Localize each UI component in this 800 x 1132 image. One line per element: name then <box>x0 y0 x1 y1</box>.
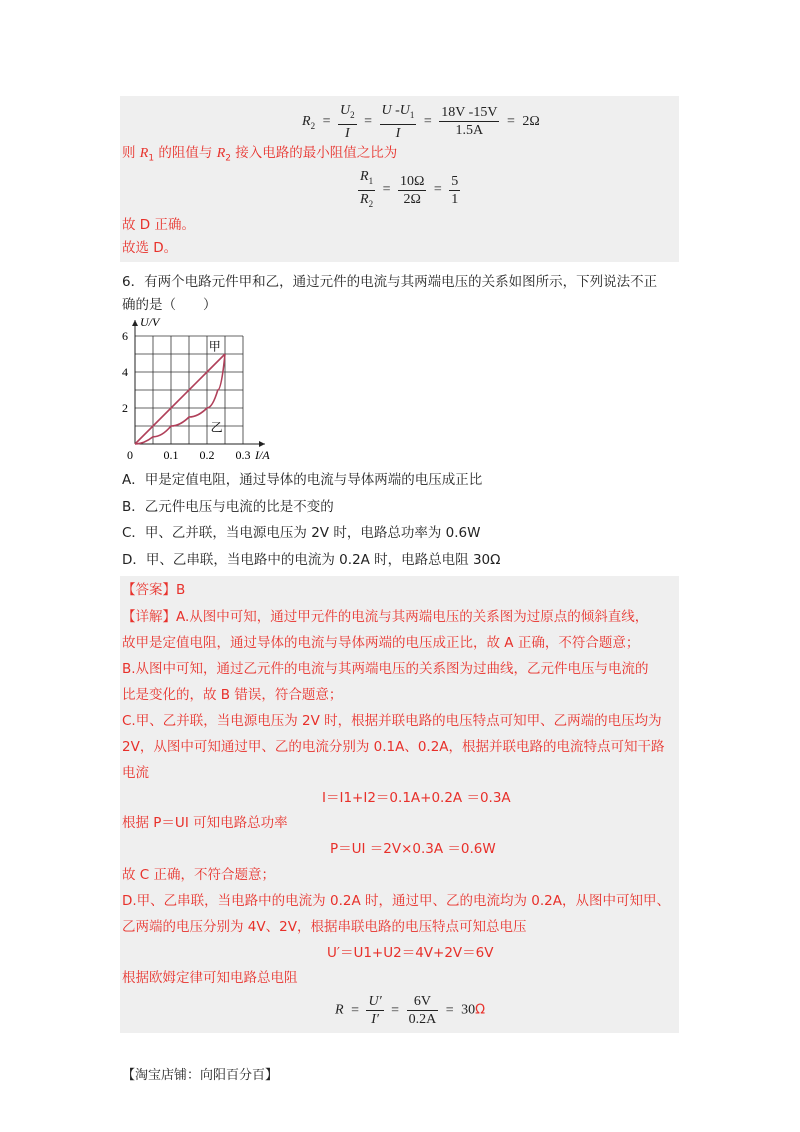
x-axis-arrow <box>259 441 265 447</box>
option-c: C．甲、乙并联，当电源电压为 2V 时，电路总功率为 0.6W <box>122 525 481 541</box>
r2-formula: $R_2$ = $\frac{U_2}{I}$ = $\frac{U -U_1}{I}$ = $\frac{18V -15V}{1.5A}$ = 2Ω <box>302 103 540 141</box>
c-correct-line: 故 C 正确，不符合题意； <box>122 867 276 883</box>
question-line-1: 6．有两个电路元件甲和乙，通过元件的电流与其两端电压的关系如图所示，下列说法不正 <box>122 274 658 290</box>
ratio-formula: $\frac{R_1}{R_2}$ = $\frac{10\Omega}{2\Omega}$ = $\frac{5}{1}$ <box>360 169 459 209</box>
y-tick-label: 2 <box>122 401 128 415</box>
question-line-2: 确的是（ ） <box>122 297 217 313</box>
choose-line: 故选 D。 <box>122 240 178 256</box>
series-label-yi: 乙 <box>210 420 223 435</box>
footer-shop: 【淘宝店铺：向阳百分百】 <box>122 1068 279 1083</box>
current-equation: I＝I1+I2＝0.1A+0.2A ＝0.3A <box>322 790 511 806</box>
y-axis-arrow <box>132 320 138 326</box>
x-tick-label: 0.3 <box>235 448 251 462</box>
series-label-jia: 甲 <box>208 339 221 354</box>
detail-line-1: 【详解】A.从图中可知，通过甲元件的电流与其两端电压的关系图为过原点的倾斜直线， <box>122 609 649 625</box>
ohm-law-line: 根据欧姆定律可知电路总电阻 <box>122 970 298 986</box>
detail-d-line-2: 乙两端的电压分别为 4V、2V，根据串联电路的电压特点可知总电压 <box>122 919 527 935</box>
y-tick-label: 4 <box>122 365 128 379</box>
u-i-graph <box>118 318 288 468</box>
detail-line-7: 电流 <box>122 765 149 781</box>
y-tick-label: 6 <box>122 329 128 343</box>
d-correct-line: 故 D 正确。 <box>122 217 195 233</box>
detail-d-line-1: D.甲、乙串联，当电路中的电流为 0.2A 时，通过甲、乙的电流均为 0.2A，从图中可知甲、 <box>122 893 670 909</box>
x-tick-label: 0 <box>127 448 133 462</box>
resistance-formula: R = $\frac{U'}{I'}$ = $\frac{6V}{0.2A}$ = 30Ω <box>335 994 486 1027</box>
option-a: A．甲是定值电阻，通过导体的电流与导体两端的电压成正比 <box>122 472 483 488</box>
voltage-equation: U′＝U1+U2＝4V+2V＝6V <box>327 945 494 961</box>
detail-line-3: B.从图中可知，通过乙元件的电流与其两端电压的关系图为过曲线，乙元件电压与电流的 <box>122 661 649 677</box>
detail-line-2: 故甲是定值电阻，通过导体的电流与导体两端的电压成正比，故 A 正确，不符合题意； <box>122 635 640 651</box>
x-axis-label: I/A <box>255 448 270 462</box>
ratio-intro: 则 $R_1$ 的阻值与 $R_2$ 接入电路的最小阻值之比为 <box>122 145 398 164</box>
power-intro: 根据 P＝UI 可知电路总功率 <box>122 815 288 831</box>
option-b: B．乙元件电压与电流的比是不变的 <box>122 499 334 515</box>
y-axis-label: U/V <box>140 318 160 329</box>
answer-line: 【答案】B <box>122 582 186 598</box>
x-tick-label: 0.2 <box>199 448 215 462</box>
detail-line-6: 2V，从图中可知通过甲、乙的电流分别为 0.1A、0.2A，根据并联电路的电流特点可知干路 <box>122 739 665 755</box>
power-equation: P＝UI ＝2V×0.3A ＝0.6W <box>330 841 496 857</box>
option-d: D．甲、乙串联，当电路中的电流为 0.2A 时，电路总电阻 30Ω <box>122 552 501 568</box>
x-tick-label: 0.1 <box>163 448 179 462</box>
detail-line-5: C.甲、乙并联，当电源电压为 2V 时，根据并联电路的电压特点可知甲、乙两端的电压均为 <box>122 713 662 729</box>
detail-line-4: 比是变化的，故 B 错误，符合题意； <box>122 687 343 703</box>
